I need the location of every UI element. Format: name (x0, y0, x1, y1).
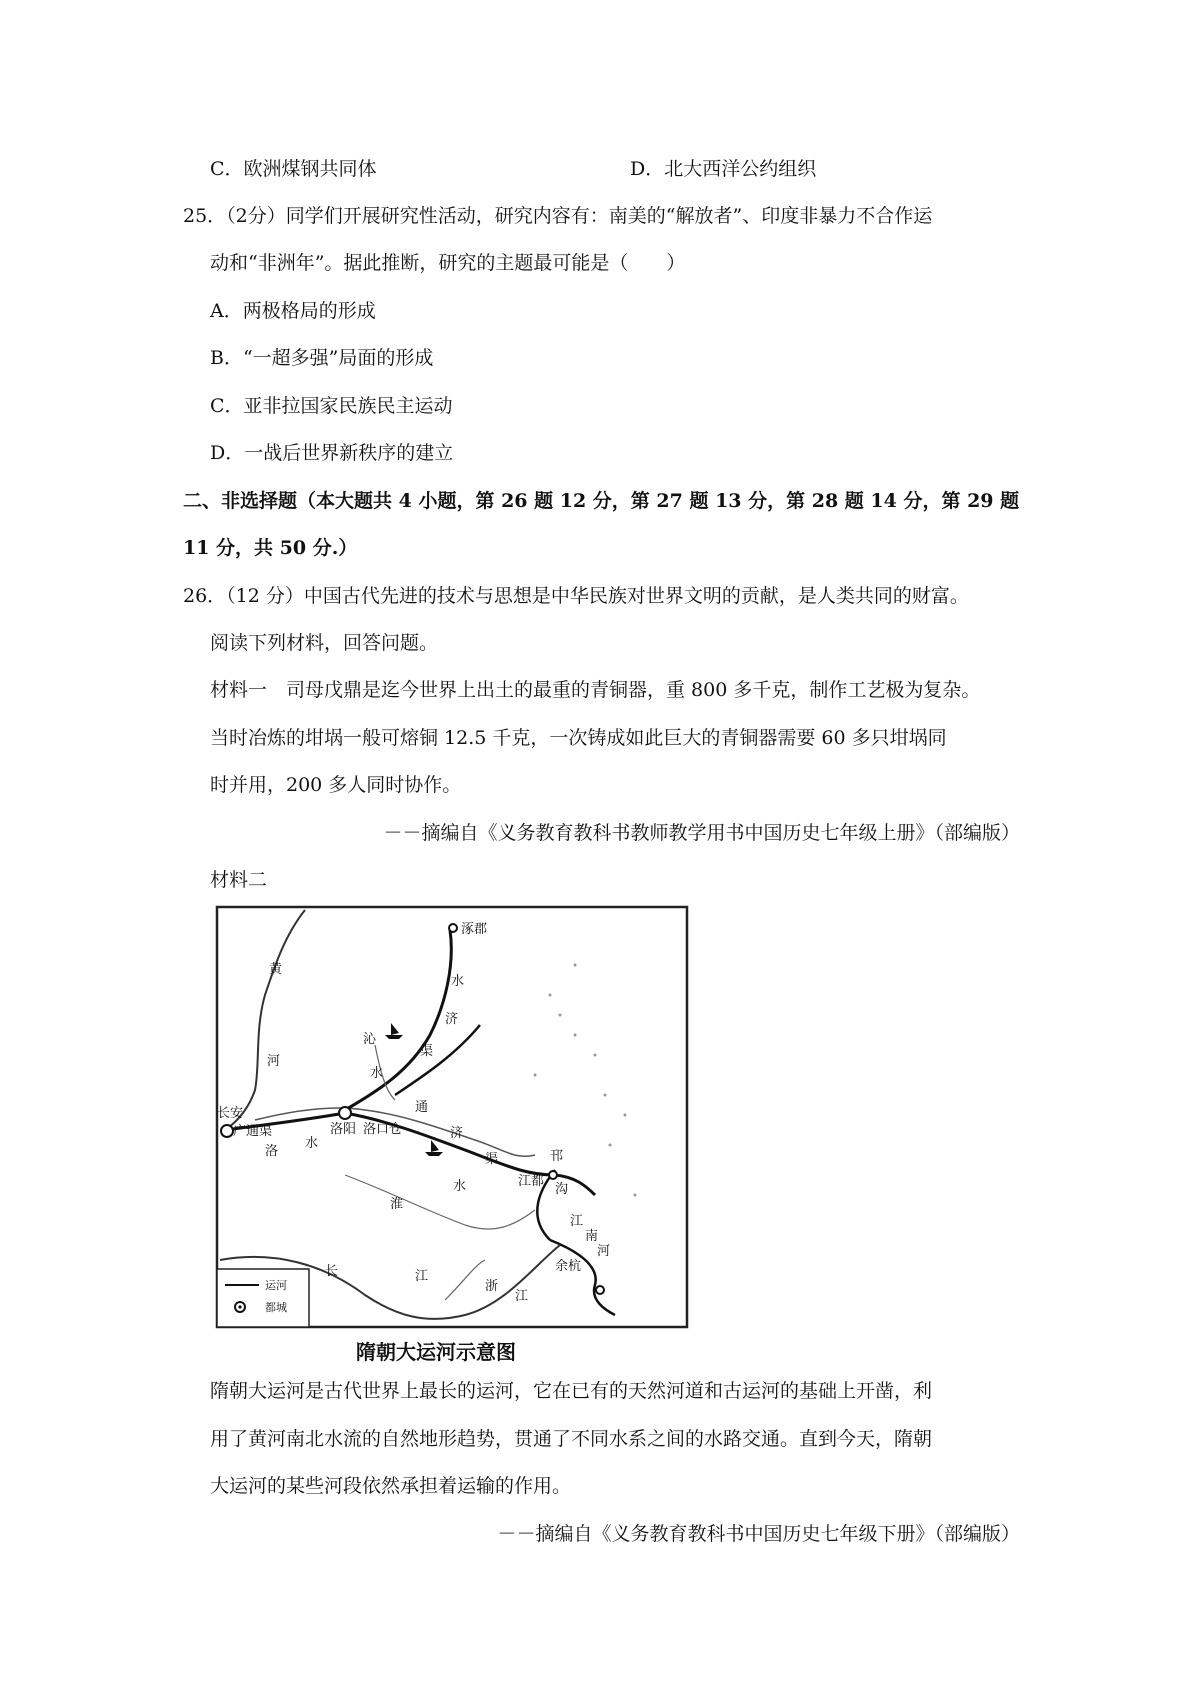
q25-option-c: C．亚非拉国家民族民主运动 (210, 395, 453, 417)
material2-label: 材料二 (210, 869, 268, 891)
label-jiang2: 江 (515, 1289, 529, 1304)
label-zhuojun: 涿郡 (461, 922, 488, 937)
label-changan: 长安 (217, 1106, 244, 1121)
material2-line1: 隋朝大运河是古代世界上最长的运河，它在已有的天然河道和古运河的基础上开凿，利 (210, 1380, 933, 1402)
section2-heading-line2: 11 分，共 50 分.） (183, 537, 358, 559)
q25-option-b: B．“一超多强”局面的形成 (210, 347, 434, 369)
zhuojun-marker (449, 924, 457, 932)
q24-option-d: D．北大西洋公约组织 (630, 158, 817, 180)
label-guangtong: 广通渠 (233, 1124, 273, 1139)
label-he2: 河 (597, 1244, 611, 1259)
map-caption: 隋朝大运河示意图 (356, 1340, 516, 1364)
yuhang-marker (596, 1286, 604, 1294)
sui-grand-canal-map (215, 905, 690, 1339)
material1-line3: 时并用，200 多人同时协作。 (210, 774, 462, 796)
label-yongji-shui: 水 (451, 974, 465, 989)
label-jiangdu: 江都 (518, 1174, 545, 1189)
label-tongji-ji: 济 (450, 1126, 464, 1141)
map-legend (217, 1269, 309, 1327)
q26-stem-line2: 阅读下列材料，回答问题。 (210, 632, 439, 654)
q25-stem-line2: 动和“非洲年”。据此推断，研究的主题最可能是（ ） (210, 252, 686, 274)
label-qin: 沁 (363, 1032, 377, 1047)
label-luokou: 洛口仓 (363, 1122, 403, 1137)
material1-line2: 当时冶炼的坩埚一般可熔铜 12.5 千克，一次铸成如此巨大的青铜器需要 60 多只坩埚同 (210, 727, 947, 749)
material2-line3: 大运河的某些河段依然承担着运输的作用。 (210, 1475, 572, 1497)
q25-option-a: A．两极格局的形成 (210, 300, 376, 322)
material1-source: －－摘编自《义务教育教科书教师教学用书中国历史七年级上册》（部编版） (383, 822, 1020, 844)
label-nan: 南 (585, 1229, 599, 1244)
label-jiang: 江 (415, 1269, 429, 1284)
label-qu2: 渠 (485, 1152, 499, 1167)
luoyang-marker (339, 1107, 351, 1119)
legend-canal-label: 运河 (265, 1279, 287, 1292)
label-chang: 长 (325, 1264, 339, 1279)
label-luo-shui: 水 (305, 1136, 319, 1151)
legend-capital-label: 都城 (265, 1301, 287, 1314)
section2-heading-line1: 二、非选择题（本大题共 4 小题，第 26 题 12 分，第 27 题 13 分，第 28 题 14 分，第 29 题 (183, 490, 1020, 512)
jiangdu-marker (549, 1171, 557, 1179)
material2-source: －－摘编自《义务教育教科书中国历史七年级下册》（部编版） (497, 1523, 1020, 1545)
material1-line1: 材料一 司母戊鼎是迄今世界上出土的最重的青铜器，重 800 多千克，制作工艺极为复杂。 (210, 679, 981, 701)
label-huai-shui: 水 (453, 1179, 467, 1194)
label-qin-shui: 水 (370, 1066, 384, 1081)
label-yuhang: 余杭 (555, 1259, 582, 1274)
q26-stem-line1: 26．（12 分）中国古代先进的技术与思想是中华民族对世界文明的贡献，是人类共同的财富。 (183, 585, 969, 607)
label-tong: 通 (415, 1100, 429, 1115)
label-gou: 沟 (555, 1182, 569, 1197)
label-huai: 淮 (390, 1197, 404, 1212)
label-jiangnan-jiang: 江 (570, 1214, 584, 1229)
label-han: 邗 (550, 1149, 564, 1164)
q24-option-c: C．欧洲煤钢共同体 (210, 158, 377, 180)
material2-line2: 用了黄河南北水流的自然地形趋势，贯通了不同水系之间的水路交通。直到今天，隋朝 (210, 1428, 933, 1450)
label-zhe: 浙 (485, 1279, 499, 1294)
q25-stem-line1: 25．（2分）同学们开展研究性活动，研究内容有：南美的“解放者”、印度非暴力不合作运 (183, 205, 933, 227)
label-yongji-ji: 济 (445, 1012, 459, 1027)
label-luo: 洛 (265, 1144, 279, 1159)
label-qu1: 渠 (420, 1044, 434, 1059)
q25-option-d: D．一战后世界新秩序的建立 (210, 442, 454, 464)
label-luoyang: 洛阳 (330, 1122, 357, 1137)
label-huang: 黄 (269, 962, 283, 977)
map-frame (217, 907, 687, 1327)
changan-marker (221, 1125, 233, 1137)
label-he: 河 (267, 1054, 281, 1069)
